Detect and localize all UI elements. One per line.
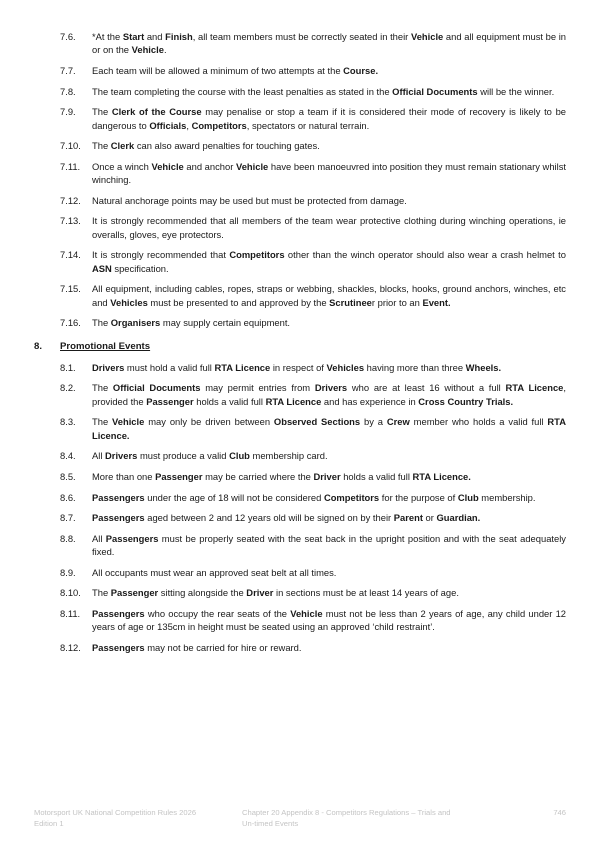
clause-text-run: and [144,31,166,42]
defined-term: Passenger [110,587,159,599]
clause-number: 7.10. [60,140,81,152]
clause-text-run: All occupants must wear an approved seat belt at all times. [92,566,337,578]
clause-text-run: Each team will be allowed a minimum of two attempts at the [92,65,344,76]
clause-item [34,566,566,579]
clause-number: 8.5. [60,470,76,482]
clause-item [34,194,566,207]
clause-text-run: may not be carried for hire or reward. [144,641,302,653]
clause-item [34,532,566,559]
clause-text [92,195,407,206]
clause-text [92,382,566,406]
defined-term: Official Documents [392,85,478,97]
defined-term: Course. [343,65,379,76]
defined-term: Driver [246,587,274,599]
clause-text-run: member who holds a valid full [409,416,548,428]
clause-item [34,316,566,329]
defined-term: Clerk [110,140,135,152]
defined-term: Club [457,491,479,503]
clause-number: 7.14. [60,249,81,261]
clause-text [92,608,566,632]
clause-text-run: , spectators or natural terrain. [246,119,370,131]
clause-number: 8.2. [60,382,76,394]
clause-text [92,161,566,185]
clause-text-run: by a [360,416,387,428]
section-heading [34,340,566,353]
clause-text [92,450,328,461]
clause-text [92,471,471,482]
clause-text-run: may penalise or stop a team if it is considered their mode of recovery is likely to be dangerous to [92,106,566,131]
clause-text-run: The team completing the course with the least penalties as stated in the [92,85,393,97]
clause-text-run: who occupy the rear seats of the [144,607,291,619]
clause-text-run: and has experience in [321,395,419,407]
clause-text-run: in respect of [270,361,327,373]
clause-text [92,642,301,653]
clause-text-run: specification. [111,262,169,274]
defined-term: Passenger [146,395,194,407]
defined-term: Vehicle [151,160,184,172]
clause-text-run: The [92,382,113,394]
defined-term: Organisers [110,317,161,329]
clause-text [92,249,566,273]
defined-term: Vehicles [110,296,148,308]
defined-term: Passengers [92,607,145,619]
clause-item [34,470,566,483]
clause-item [34,361,566,374]
clause-item [34,586,566,599]
clause-number: 7.15. [60,283,81,295]
document-body [34,30,566,662]
clause-text-run: in sections must be at least 14 years of age. [273,587,459,599]
clause-text-run: must not be less than 2 years of age, any child under 12 years of age or 135cm in height must be seated using an approved ‘child restraint’. [92,607,567,633]
clause-text-run: holds a valid full [340,470,413,482]
clause-text [92,65,378,76]
footer-publication-title: Motorsport UK National Competition Rules 2026 [34,808,197,817]
clause-item [34,248,566,275]
defined-term: Vehicle [112,416,145,428]
defined-term: RTA Licence. [92,416,566,441]
clause-text-run: All [92,532,106,544]
clause-text-run: or [422,512,437,524]
clause-text-run: More than one [92,470,156,482]
clause-text [92,512,480,523]
clause-item [34,491,566,504]
clause-text [92,587,459,598]
clause-list-7 [34,30,566,330]
footer-chapter [242,808,497,829]
clause-item [34,449,566,462]
footer-edition: Edition 1 [34,818,64,828]
clause-text [92,106,566,130]
clause-text-run: . [163,44,167,56]
footer-chapter-line1: Chapter 20 Appendix 8 - Competitors Regulations – Trials and [242,808,451,817]
clause-number: 8.7. [60,512,76,524]
defined-term: Observed Sections [273,416,361,428]
clause-text-run: holds a valid full [193,395,266,407]
defined-term: Parent [393,512,423,524]
clause-text [92,492,536,503]
clause-text-run: The [92,317,111,329]
defined-term: Vehicle [235,160,269,172]
clause-text [92,533,566,557]
clause-text-run: may only be driven between [144,416,274,428]
clause-number: 8.3. [60,416,76,428]
clause-text-run: for the purpose of [379,491,458,503]
clause-text-run: other than the winch operator should also wear a crash helmet to [284,249,566,261]
clause-text-run: may supply certain equipment. [160,317,291,329]
clause-item [34,381,566,408]
defined-term: Start [122,31,145,42]
defined-term: Competitors [191,119,247,131]
clause-text-run: It is strongly recommended that all members of the team wear protective clothing during winching operations, ie overalls, gloves, eye protectors. [92,215,566,240]
clause-text-run: Once a winch [92,160,152,172]
defined-term: Guardian. [436,512,481,524]
defined-term: Finish [165,31,193,42]
clause-text [92,215,566,239]
clause-item [34,415,566,442]
clause-text [92,283,566,307]
clause-text-run: must be properly seated with the seat back in the upright position and with the seat adequately fixed. [92,532,566,558]
defined-term: RTA Licence. [412,470,471,482]
defined-term: Vehicle [410,31,444,42]
clause-item [34,641,566,654]
clause-text-run: Natural anchorage points may be used but must be protected from damage. [92,194,407,206]
defined-term: Competitors [229,249,285,261]
clause-text-run: r prior to an [371,296,423,308]
defined-term: Crew [386,416,410,428]
defined-term: Drivers [314,382,348,394]
clause-text-run: All [92,450,106,462]
clause-text-run: aged between 2 and 12 years old will be signed on by their [144,512,394,524]
clause-text-run: The [92,416,113,428]
clause-number: 7.9. [60,106,76,118]
clause-list-8 [34,361,566,655]
clause-text-run: *At the [92,31,123,42]
clause-number: 8.12. [60,641,81,653]
defined-term: Cross Country Trials. [418,395,514,407]
defined-term: Passenger [155,470,203,482]
clause-text-run: under the age of 18 will not be considered [144,491,324,503]
clause-item [34,607,566,634]
defined-term: Official Documents [112,382,201,394]
section-number: 8. [34,340,43,352]
clause-text-run: sitting alongside the [158,587,247,599]
clause-text-run: will be the winner. [477,85,555,97]
clause-text-run: must produce a valid [137,450,230,462]
defined-term: Clerk of the Course [111,106,202,118]
clause-text-run: and all equipment must be in or on the [92,31,566,56]
clause-text-run: have been manoeuvred into position they must remain stationary whilst winching. [92,160,566,186]
defined-term: Passengers [105,532,159,544]
clause-text-run: and anchor [183,160,236,172]
defined-term: Vehicle [290,607,323,619]
clause-text-run: It is strongly recommended that [92,249,230,261]
clause-item [34,160,566,187]
footer-page-number: 746 [553,808,566,817]
defined-term: Wheels. [465,361,502,373]
defined-term: RTA Licence [505,382,564,394]
section-title: Promotional Events [60,340,151,352]
clause-item [34,105,566,132]
clause-text [92,31,566,55]
clause-item [34,139,566,152]
clause-text-run: membership. [478,491,536,503]
clause-text-run: The [92,140,111,152]
defined-term: RTA Licence [265,395,322,407]
clause-text-run: , provided the [92,382,566,407]
clause-number: 7.7. [60,65,76,76]
clause-number: 7.11. [60,160,81,172]
defined-term: ASN [92,262,112,274]
defined-term: Passengers [92,641,145,653]
defined-term: Drivers [105,450,138,462]
clause-number: 7.6. [60,31,76,42]
clause-text [92,140,320,151]
defined-term: Vehicle [131,44,164,56]
clause-number: 8.4. [60,450,76,462]
clause-text [92,362,501,373]
clause-text-run: must hold a valid full [124,361,215,373]
clause-text-run: can also award penalties for touching gates. [134,140,320,152]
clause-item [34,85,566,98]
clause-number: 8.9. [60,566,76,578]
clause-text-run: The [92,587,111,599]
footer-chapter-line2: Un-timed Events [242,818,299,828]
defined-term: Club [229,450,250,462]
clause-item [34,214,566,241]
defined-term: Competitors [323,491,380,503]
clause-number: 7.16. [60,317,81,329]
clause-text-run: , all team members must be correctly seated in their [192,31,411,42]
clause-number: 8.8. [60,532,76,544]
clause-text-run: must be presented to and approved by the [147,296,330,308]
clause-text [92,567,336,578]
clause-text [92,416,566,440]
defined-term: Passengers [92,512,145,524]
clause-number: 7.13. [60,215,81,227]
defined-term: Vehicles [326,361,365,373]
clause-text-run: All equipment, including cables, ropes, straps or webbing, shackles, blocks, hooks, ground anchors, winches, etc and [92,283,566,308]
clause-item [34,30,566,57]
clause-text-run: The [92,106,112,118]
defined-term: Passengers [92,491,145,503]
clause-number: 8.10. [60,587,81,599]
defined-term: Scrutinee [329,296,372,308]
clause-text-run: may be carried where the [202,470,314,482]
clause-text-run: having more than three [364,361,466,373]
defined-term: Officials [149,119,187,131]
defined-term: RTA Licence [214,361,271,373]
clause-item [34,64,566,77]
defined-term: Driver [313,470,341,482]
clause-text-run: may permit entries from [200,382,315,394]
clause-number: 8.6. [60,491,76,503]
clause-number: 8.1. [60,361,76,373]
defined-term: Event. [422,296,451,308]
clause-text-run: , [186,119,192,131]
clause-item [34,282,566,309]
clause-text-run: who are at least 16 without a full [347,382,506,394]
clause-number: 8.11. [60,607,81,619]
footer-publication [34,808,244,829]
clause-number: 7.12. [60,194,81,206]
clause-text-run: membership card. [249,450,328,462]
clause-text [92,317,290,328]
defined-term: Drivers [92,361,125,373]
clause-item [34,511,566,524]
clause-number: 7.8. [60,85,76,97]
clause-text [92,86,554,97]
